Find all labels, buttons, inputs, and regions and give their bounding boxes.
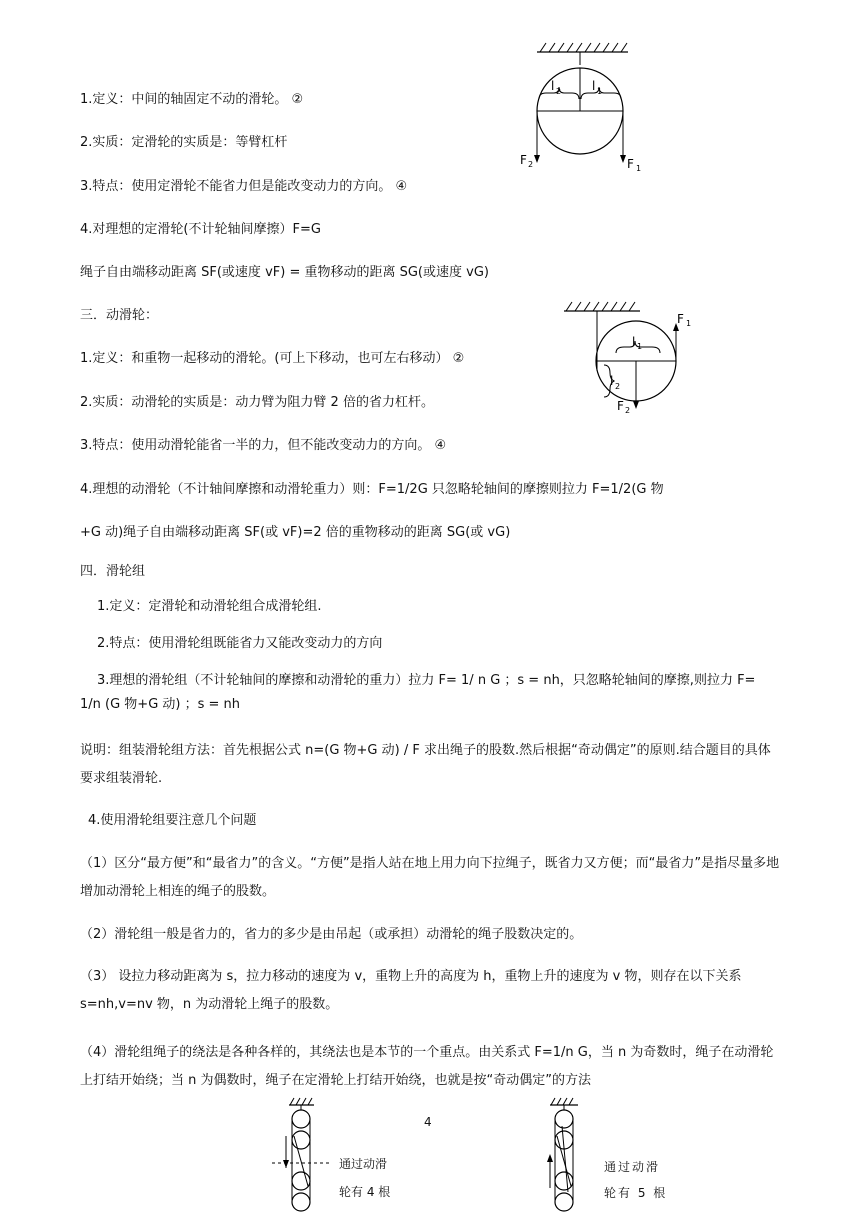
svg-text:1: 1 bbox=[636, 164, 642, 173]
fixed-pulley-feature: 3.特点：使用定滑轮不能省力但是能改变动力的方向。 ④ bbox=[80, 179, 408, 194]
svg-text:2: 2 bbox=[556, 87, 562, 96]
right-caption-2: 轮有 5 根 bbox=[604, 1186, 668, 1200]
movable-f2-label: F bbox=[617, 399, 624, 413]
issue-item-4: （4）滑轮组绳子的绕法是各种各样的，其绕法也是本节的一个重点。由关系式 F=1/n G，当 n 为奇数时，绳子在动滑轮上打结开始绕；当 n 为偶数时，绳子在定滑轮上打结开始绕，也就是按“奇动偶定”的方法 bbox=[80, 1045, 774, 1088]
fixed-f2-label: F bbox=[520, 153, 527, 167]
fixed-pulley-diagram bbox=[520, 35, 650, 175]
svg-text:2: 2 bbox=[528, 160, 534, 169]
svg-text:1: 1 bbox=[597, 87, 603, 96]
fixed-f1-label: F bbox=[627, 157, 634, 171]
pulley-block-diagram-left bbox=[272, 1096, 332, 1216]
movable-pulley-diagram bbox=[558, 293, 698, 418]
fixed-pulley-definition: 1.定义：中间的轴固定不动的滑轮。 ② bbox=[80, 92, 304, 107]
issue-item-1: （1）区分“最方便”和“最省力”的含义。“方便”是指人站在地上用力向下拉绳子，既省力又方便；而“最省力”是指尽量多地增加动滑轮上相连的绳子的股数。 bbox=[80, 856, 780, 899]
issue-item-3: （3） 设拉力移动距离为 s，拉力移动的速度为 v，重物上升的高度为 h，重物上升的速度为 v 物，则存在以下关系 s=nh,v=nv 物，n 为动滑轮上绳子的股数。 bbox=[80, 969, 742, 1012]
right-caption-1: 通过动滑 bbox=[604, 1160, 661, 1174]
pulley-block-heading: 四．滑轮组 bbox=[80, 564, 146, 579]
left-caption-2: 轮有 4 根 bbox=[339, 1185, 391, 1199]
svg-text:2: 2 bbox=[615, 382, 621, 391]
svg-text:1: 1 bbox=[637, 342, 643, 351]
issues-heading: 4.使用滑轮组要注意几个问题 bbox=[88, 813, 257, 828]
fixed-pulley-essence: 2.实质：定滑轮的实质是：等臂杠杆 bbox=[80, 135, 288, 150]
assembly-note: 说明：组装滑轮组方法：首先根据公式 n=(G 物+G 动) / F 求出绳子的股数.然后根据“奇动偶定”的原则.结合题目的具体要求组装滑轮. bbox=[80, 743, 771, 786]
movable-l1-label: l bbox=[632, 335, 636, 349]
fixed-pulley-ideal: 4.对理想的定滑轮(不计轮轴间摩擦）F=G bbox=[80, 222, 321, 237]
pulley-block-definition: 1.定义：定滑轮和动滑轮组合成滑轮组. bbox=[97, 599, 322, 614]
fixed-l2-label: l bbox=[551, 79, 555, 93]
movable-f1-label: F bbox=[677, 312, 684, 326]
svg-text:2: 2 bbox=[625, 406, 631, 415]
page-number: 4 bbox=[424, 1115, 432, 1129]
issue-item-2: （2）滑轮组一般是省力的，省力的多少是由吊起（或承担）动滑轮的绳子股数决定的。 bbox=[80, 927, 583, 942]
movable-pulley-heading: 三．动滑轮： bbox=[80, 308, 159, 323]
movable-pulley-ideal-2: +G 动)绳子自由端移动距离 SF(或 vF)=2 倍的重物移动的距离 SG(或 vG) bbox=[80, 525, 511, 540]
movable-pulley-feature: 3.特点：使用动滑轮能省一半的力，但不能改变动力的方向。 ④ bbox=[80, 438, 447, 453]
movable-pulley-essence: 2.实质：动滑轮的实质是：动力臂为阻力臂 2 倍的省力杠杆。 bbox=[80, 395, 434, 410]
svg-text:1: 1 bbox=[686, 319, 692, 328]
pulley-block-diagram-right bbox=[538, 1096, 598, 1216]
fixed-pulley-rope-relation: 绳子自由端移动距离 SF(或速度 vF) = 重物移动的距离 SG(或速度 vG) bbox=[80, 265, 489, 280]
movable-l2-label: l bbox=[610, 374, 614, 388]
pulley-block-ideal: 3.理想的滑轮组（不计轮轴间的摩擦和动滑轮的重力）拉力 F= 1/ n G ；s = nh，只忽略轮轴间的摩擦,则拉力 F= 1/n (G 物+G 动) ；s = nh bbox=[80, 673, 756, 712]
movable-pulley-definition: 1.定义：和重物一起移动的滑轮。(可上下移动，也可左右移动） ② bbox=[80, 351, 465, 366]
pulley-block-feature: 2.特点：使用滑轮组既能省力又能改变动力的方向 bbox=[97, 636, 383, 651]
fixed-l1-label: l bbox=[592, 79, 596, 93]
movable-pulley-ideal-1: 4.理想的动滑轮（不计轴间摩擦和动滑轮重力）则：F=1/2G 只忽略轮轴间的摩擦则拉力 F=1/2(G 物 bbox=[80, 482, 664, 497]
left-caption-1: 通过动滑 bbox=[339, 1157, 388, 1171]
